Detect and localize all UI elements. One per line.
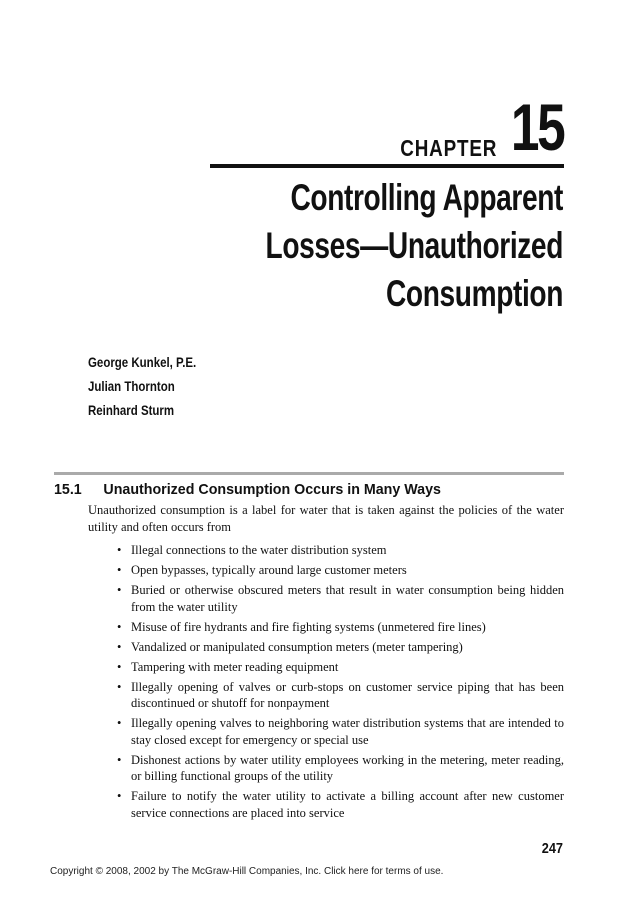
list-item-text: Buried or otherwise obscured meters that result in water consumption being hidden from the water utility (131, 583, 564, 614)
section-heading (54, 481, 441, 498)
chapter-title-line: Losses—Unauthorized (265, 225, 563, 266)
intro-paragraph: Unauthorized consumption is a label for water that is taken against the policies of the water utility and often occurs from (88, 503, 564, 534)
list-item (115, 542, 564, 559)
bullet-icon: • (117, 639, 122, 654)
bullet-icon: • (117, 543, 122, 557)
list-item (115, 679, 564, 712)
chapter-number: 15 (510, 90, 563, 164)
list-item-text: Illegal connections to the water distribution system (131, 543, 387, 557)
bullet-icon: • (117, 619, 122, 634)
chapter-label: CHAPTER (400, 135, 497, 161)
list-item-text: Illegally opening of valves or curb-stops on customer service piping that has been discontinued or shutoff for nonpayment (131, 679, 564, 710)
list-item (115, 659, 564, 676)
list-item (115, 619, 564, 636)
bullet-icon: • (117, 752, 122, 767)
list-item-text: Failure to notify the water utility to activate a billing account after new customer service connections are placed into service (131, 789, 564, 820)
chapter-title-line: Controlling Apparent (290, 177, 563, 218)
list-item-text: Dishonest actions by water utility employees working in the metering, meter reading, or billing functional groups of the utility (131, 752, 564, 783)
list-item-text: Misuse of fire hydrants and fire fighting systems (unmetered fire lines) (131, 619, 486, 634)
chapter-title-line: Consumption (385, 273, 563, 314)
list-item-text: Tampering with meter reading equipment (131, 659, 339, 674)
list-item (115, 562, 564, 579)
section-rule-divider (54, 472, 564, 475)
bullet-list (115, 542, 564, 825)
chapter-rule-divider (210, 164, 564, 168)
chapter-title (43, 174, 563, 318)
author-name: Reinhard Sturm (88, 402, 175, 418)
bullet-icon: • (117, 583, 122, 597)
bullet-icon: • (117, 716, 122, 730)
list-item-text: Vandalized or manipulated consumption meters (meter tampering) (131, 639, 463, 654)
bullet-icon: • (117, 789, 122, 803)
list-item (115, 752, 564, 785)
list-item-text: Open bypasses, typically around large customer meters (131, 563, 407, 577)
page-number: 247 (541, 840, 563, 857)
list-item (115, 639, 564, 656)
bullet-icon: • (117, 659, 122, 674)
bullet-icon: • (117, 679, 122, 694)
copyright-notice[interactable]: Copyright © 2008, 2002 by The McGraw-Hill Companies, Inc. Click here for terms of use. (50, 866, 444, 877)
list-item (115, 788, 564, 821)
bullet-icon: • (117, 563, 122, 577)
section-title: Unauthorized Consumption Occurs in Many Ways (103, 481, 441, 498)
list-item-text: Illegally opening valves to neighboring water distribution systems that are intended to stay closed except for emergency or special use (131, 716, 564, 747)
author-list (88, 350, 220, 422)
list-item (115, 715, 564, 748)
section-number: 15.1 (54, 481, 82, 498)
list-item (115, 582, 564, 615)
author-name: George Kunkel, P.E. (88, 354, 197, 370)
author-name: Julian Thornton (88, 378, 175, 394)
